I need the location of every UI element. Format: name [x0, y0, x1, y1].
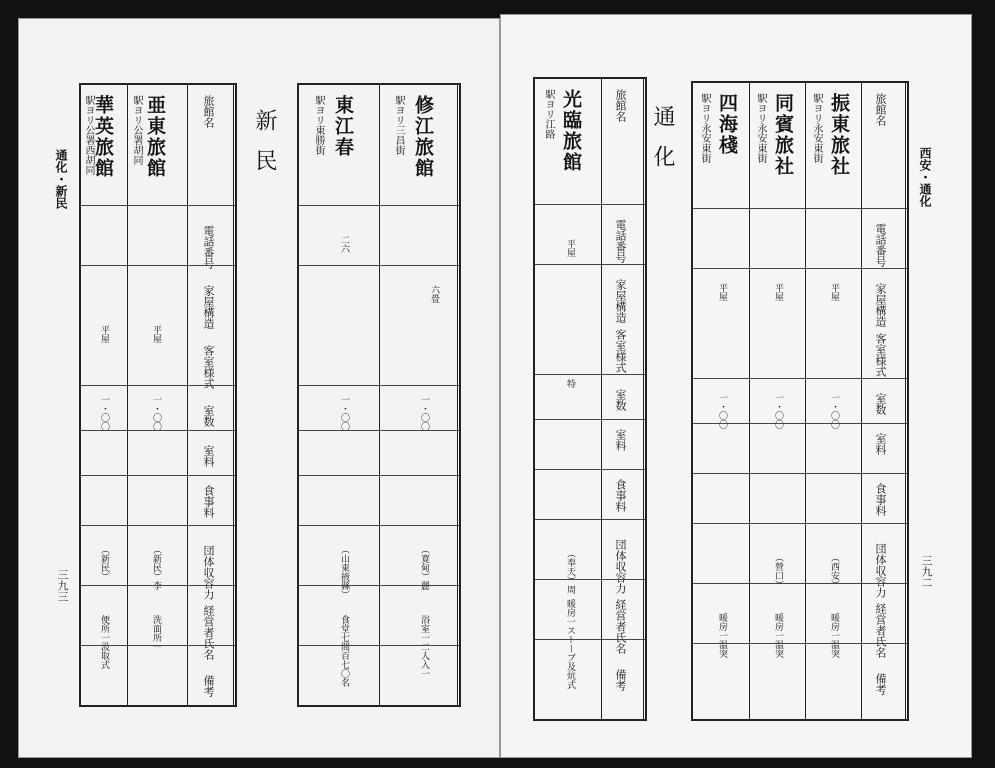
running-header-left: 通化・新民 [54, 149, 68, 209]
row-sihai: 四海棧 駅ヨリ永安東街 平屋 一・〇〇 暖房一温突 [693, 83, 750, 719]
header-column-left: 旅館名 電話番号 家屋構造 客室様式 室数 室料 食事料 団体収容力 経営者氏名 備考 [187, 85, 234, 705]
left-page [18, 18, 500, 758]
page-number-right: 三九二 [920, 555, 933, 588]
section-title-tonghua: 通化 [650, 105, 675, 185]
running-header-right: 西安・通化 [918, 147, 932, 207]
right-table-b [691, 81, 909, 721]
left-table-b [297, 83, 461, 707]
row-tongbin: 同賓旅社 駅ヨリ永安東街 平屋 一・〇〇 （營口） 暖房一温突 [749, 83, 806, 719]
section-title-xinmin: 新民 [252, 109, 277, 189]
row-xiujiang: 修江旅館 駅ヨリ三昌街 六畳 一・〇〇 （寛甸）麗 浴室一二人入一 [379, 85, 458, 705]
row-yadong: 亜東旅館 駅ヨリ公署胡同 平屋 一・〇〇 （新民）李 洗面所一 [127, 85, 188, 705]
right-table-a [533, 77, 647, 721]
row-huaying: 華英旅館 駅ヨリ公署西胡同 平屋 一・〇〇 （新民） 便所一汲取式 [81, 85, 128, 705]
page-number-left: 三九三 [56, 569, 69, 602]
row-zhendong: 振東旅社 駅ヨリ永安東街 平屋 一・〇〇 （西安） 暖房一温突 [805, 83, 862, 719]
row-guanglin: 光臨旅館 駅ヨリ江路 平屋 特 （奉天）周 暖房一ストーブ及炕式 [535, 79, 602, 719]
header-column-right-b: 旅館名 電話番号 家屋構造 客室様式 室数 室料 食事料 団体収容力 経営者氏名 備考 [861, 83, 906, 719]
left-table-a [79, 83, 237, 707]
header-column-right-a: 旅館名 電話番号 家屋構造 客室様式 室数 室料 食事料 団体収容力 経営者氏名 備考 [601, 79, 644, 719]
right-page [500, 14, 972, 758]
row-dongjiangchun: 東江春 駅ヨリ東勝街 二六 一・〇〇 （山東掖縣） 食堂七間百七〇名 [299, 85, 380, 705]
